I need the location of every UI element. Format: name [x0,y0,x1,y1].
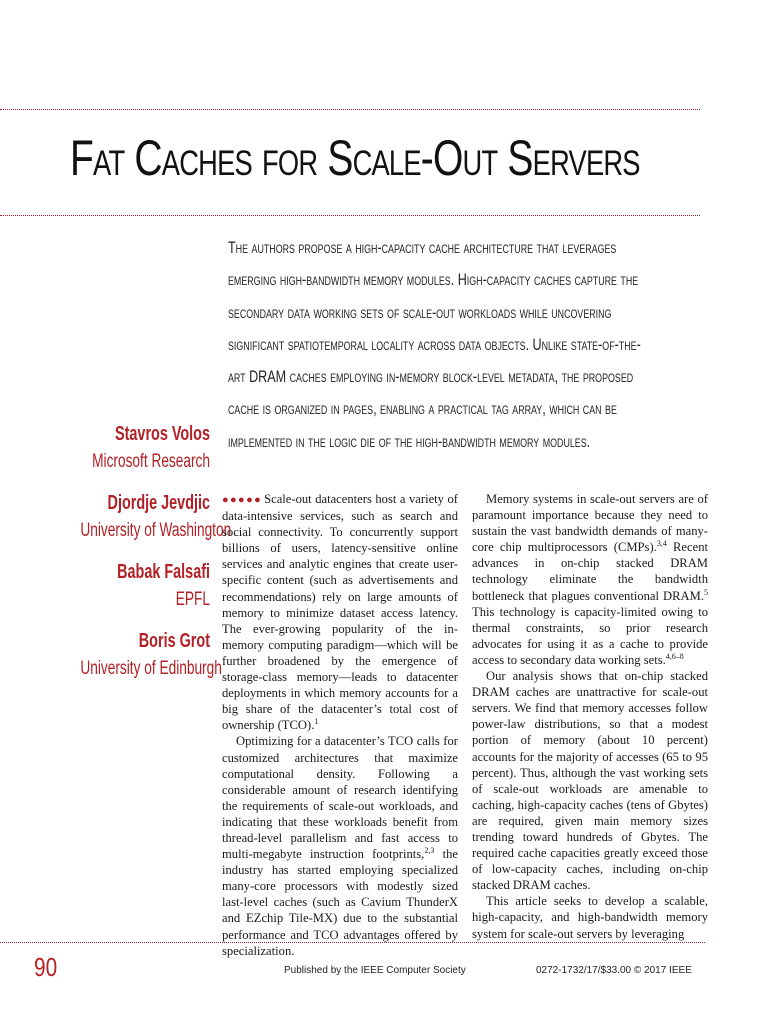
reference-marker: 4,6–8 [665,651,684,661]
abstract [228,232,702,458]
abstract-line: The authors propose a high-capacity cache architecture that leverages [228,238,617,257]
author-entry [30,558,210,614]
paragraph-text: Scale-out datacenters host a variety of data-intensive services, such as search and social connectivity. To concurrently support billions of users, latency-sensitive online services and analytic engines that create user-specific content (such as advertisements and recommendations) rely on large amounts of memory to minimize dataset access latency. The ever-growing popularity of the in-memory computing paradigm—which will be further broadened by the emergence of storage-class memory—leads to datacenter deployments in which memory accounts for a big share of the datacenter’s total cost of ownership (TCO). [222,492,458,733]
article-title: Fat Caches for Scale-Out Servers [70,130,640,186]
reference-marker: 3,4 [656,539,667,549]
title-bottom-dotted-rule [0,215,700,216]
paragraph-text: Recent advances in on-chip stacked DRAM technology eliminate the bandwidth bottleneck that plagues conventional DRAM. [472,540,708,603]
abstract-line: cache is organized in pages, enabling a practical tag array, which can be [228,399,617,419]
copyright-line: 0272-1732/17/$33.00 © 2017 IEEE [536,965,692,976]
paragraph-text: This article seeks to develop a scalable, high-capacity, and high-bandwidth memory system for scale-out servers by leveraging [472,894,708,941]
abstract-line: implemented in the logic die of the high-bandwidth memory modules. [228,431,591,451]
abstract-line: emerging high-bandwidth memory modules. High-capacity caches capture the [228,270,639,290]
paragraph [472,893,708,941]
author-name: Stavros Volos [115,423,210,445]
abstract-line: secondary data working sets of scale-out workloads while uncovering [228,302,612,322]
paragraph [472,491,708,668]
paragraph [222,491,458,733]
abstract-line: art DRAM caches employing in-memory block-level metadata, the proposed [228,367,634,387]
body-column-left [222,491,458,959]
reference-marker: 1 [314,717,319,727]
author-entry [30,420,210,476]
top-dotted-rule [0,109,700,110]
publisher-line: Published by the IEEE Computer Society [284,965,466,976]
paragraph-text: Our analysis shows that on-chip stacked DRAM caches are unattractive for scale-out servers. We find that memory accesses follow power-law distributions, so that a modest portion of memory (about 10 percent) accounts for the majority of accesses (65 to 95 percent). Thus, although the vast working sets of scale-out workloads are amenable to caching, high-capacity caches (tens of Gbytes) are required, given main memory sizes trending toward hundreds of Gbytes. The required cache capacities greatly exceed those of low-capacity caches, including on-chip stacked DRAM caches. [472,669,708,893]
author-entry [30,489,232,545]
paragraph [222,733,458,958]
author-list [30,420,232,696]
lead-dots-ornament: ●●●●● [222,494,263,506]
author-affiliation: University of Edinburgh [80,658,222,679]
author-name: Babak Falsafi [117,561,210,583]
paragraph-text: Optimizing for a datacenter’s TCO calls for customized architectures that maximize computational density. Following a considerable amount of research identifying the requirements of scale-out workloads, and indicating that these workloads benefit from thread-level parallelism and fast access to multi-megabyte instruction footprints, [222,734,458,862]
abstract-line: significant spatiotemporal locality across data objects. Unlike state-of-the- [228,334,641,354]
paragraph-text: This technology is capacity-limited owing to thermal constraints, so prior research advocates for using it as a cache to provide access to secondary data working sets. [472,604,708,667]
paragraph [472,668,708,893]
paragraph-text: Memory systems in scale-out servers are of paramount importance because they need to sustain the vast bandwidth demands of many-core chip multiprocessors (CMPs). [472,492,708,555]
author-name: Djordje Jevdjic [107,492,210,514]
body-column-right [472,491,708,942]
footer-dotted-rule [0,942,705,943]
author-entry [30,627,222,683]
author-affiliation: EPFL [175,589,210,610]
author-affiliation: University of Washington [80,520,232,541]
reference-marker: 5 [704,587,708,597]
reference-marker: 2,3 [424,845,435,855]
author-affiliation: Microsoft Research [92,451,210,472]
paragraph-text: the industry has started employing specialized many-core processors with modestly sized last-level caches (such as Cavium ThunderX and EZchip Tile-MX) due to the substantial performance and TCO advantages offered by specialization. [222,847,458,958]
page-number: 90 [34,952,58,982]
author-name: Boris Grot [138,630,210,652]
